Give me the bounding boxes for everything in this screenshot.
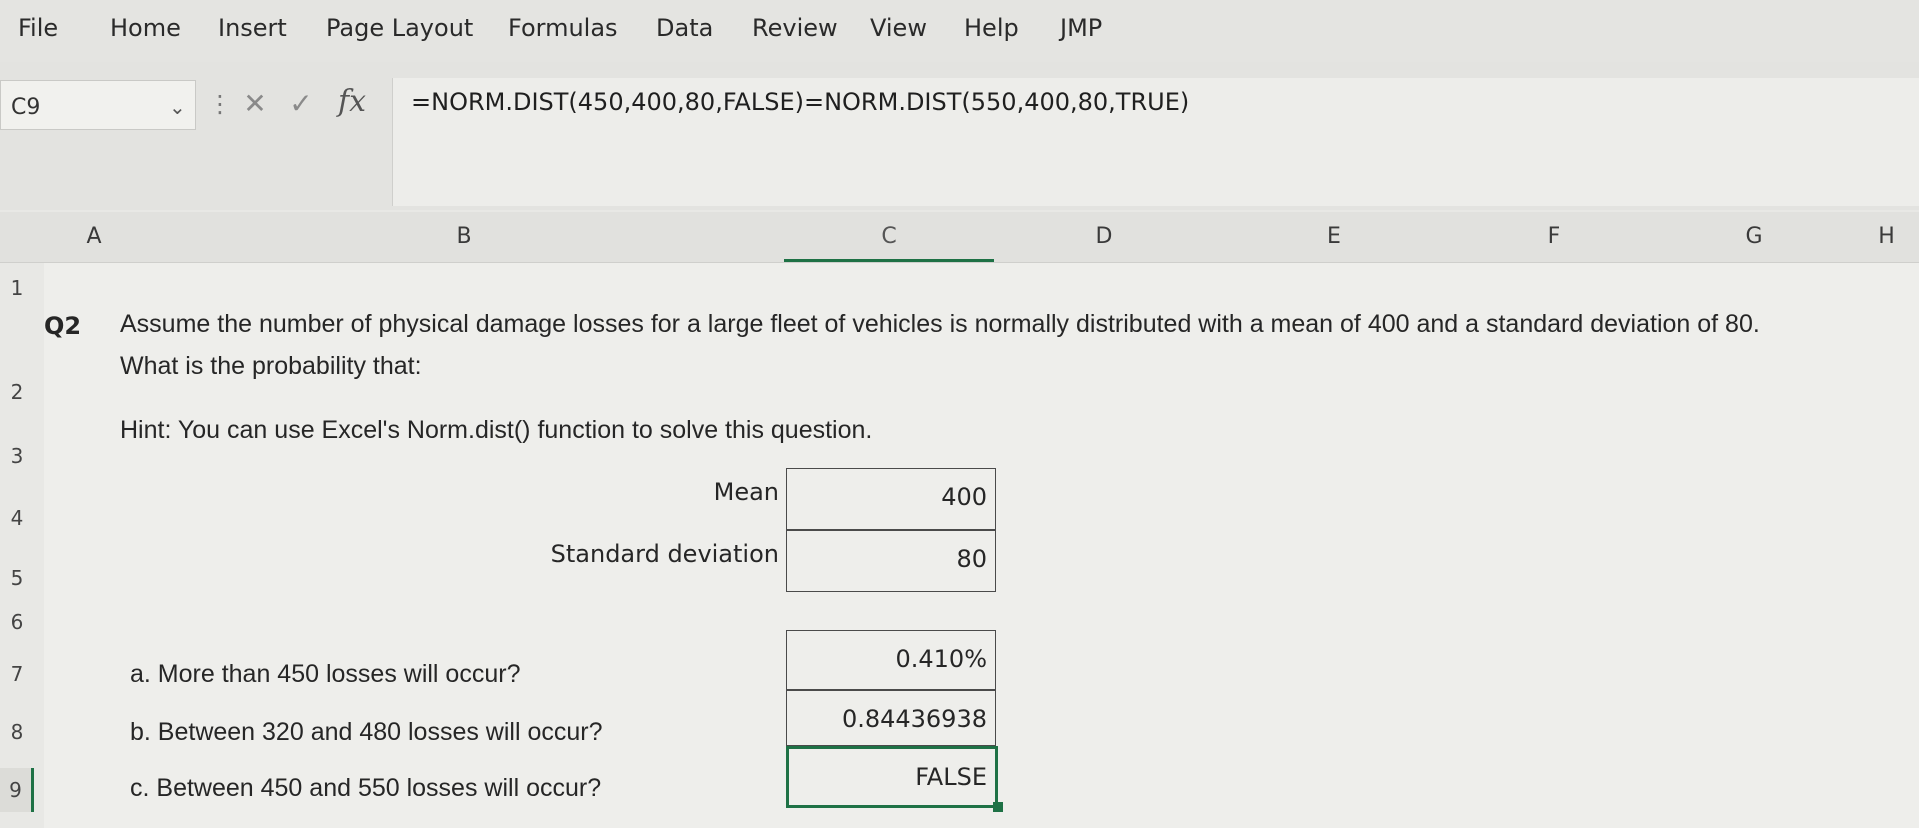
menu-home[interactable]: Home [110, 14, 181, 42]
row-header-9[interactable]: 9 [0, 768, 34, 812]
column-header-e[interactable]: E [1327, 224, 1341, 249]
question-b-value-cell[interactable] [786, 690, 996, 746]
column-header-b[interactable]: B [456, 224, 472, 249]
enter-check-icon[interactable]: ✓ [289, 87, 313, 120]
question-b-value: 0.84436938 [841, 705, 987, 733]
menu-formulas[interactable]: Formulas [508, 14, 618, 42]
question-text-line2: What is the probability that: [120, 352, 422, 380]
question-a-label: a. More than 450 losses will occur? [130, 660, 521, 688]
column-header-g[interactable]: G [1745, 224, 1763, 249]
sd-value-cell[interactable] [786, 530, 996, 592]
question-label: Q2 [44, 312, 82, 340]
row-header-6[interactable]: 6 [10, 610, 24, 634]
column-header-h[interactable]: H [1878, 224, 1895, 249]
question-c-value: FALSE [915, 763, 987, 791]
row-header-4[interactable]: 4 [10, 506, 24, 530]
column-header-row [0, 212, 1919, 263]
sd-value: 80 [956, 545, 987, 573]
question-b-label: b. Between 320 and 480 losses will occur? [130, 718, 603, 746]
cancel-icon[interactable]: ✕ [243, 87, 267, 120]
row-header-3[interactable]: 3 [10, 444, 24, 468]
menu-jmp[interactable]: JMP [1060, 14, 1103, 42]
sd-label: Standard deviation [550, 540, 779, 568]
row-header-7[interactable]: 7 [10, 662, 24, 686]
menu-file[interactable]: File [18, 14, 59, 42]
question-text-line1: Assume the number of physical damage losses for a large fleet of vehicles is normally distributed with a mean of 400 and a standard deviation of 80. [120, 310, 1760, 338]
mean-label: Mean [713, 478, 779, 506]
row-header-5[interactable]: 5 [10, 566, 24, 590]
name-box-value: C9 [11, 95, 41, 120]
row-header-1[interactable]: 1 [10, 276, 24, 300]
formula-input[interactable] [392, 78, 1919, 206]
menu-page-layout[interactable]: Page Layout [326, 14, 474, 42]
column-header-c[interactable]: C [784, 212, 994, 262]
chevron-down-icon[interactable]: ⌄ [169, 95, 186, 119]
menu-view[interactable]: View [870, 14, 927, 42]
formula-text: =NORM.DIST(450,400,80,FALSE)=NORM.DIST(550,400,80,TRUE) [411, 88, 1190, 116]
column-header-a[interactable]: A [86, 224, 102, 249]
question-a-value-cell[interactable] [786, 630, 996, 690]
question-a-value: 0.410% [895, 645, 987, 673]
hint-text: Hint: You can use Excel's Norm.dist() function to solve this question. [120, 416, 873, 444]
column-header-f[interactable]: F [1547, 224, 1561, 249]
column-header-d[interactable]: D [1095, 224, 1113, 249]
menu-help[interactable]: Help [964, 14, 1019, 42]
more-options-icon[interactable]: ⋮ [208, 90, 232, 118]
row-header-2[interactable]: 2 [10, 380, 24, 404]
insert-function-icon[interactable]: fx [338, 84, 367, 119]
row-header-8[interactable]: 8 [10, 720, 24, 744]
name-box[interactable] [0, 80, 196, 130]
menu-insert[interactable]: Insert [218, 14, 287, 42]
question-c-value-cell[interactable] [786, 746, 998, 808]
menu-data[interactable]: Data [656, 14, 714, 42]
question-c-label: c. Between 450 and 550 losses will occur? [130, 774, 602, 802]
menu-review[interactable]: Review [752, 14, 838, 42]
mean-value-cell[interactable] [786, 468, 996, 530]
mean-value: 400 [941, 483, 987, 511]
fill-handle[interactable] [993, 802, 1003, 812]
ribbon-menu-bar [0, 0, 1919, 62]
